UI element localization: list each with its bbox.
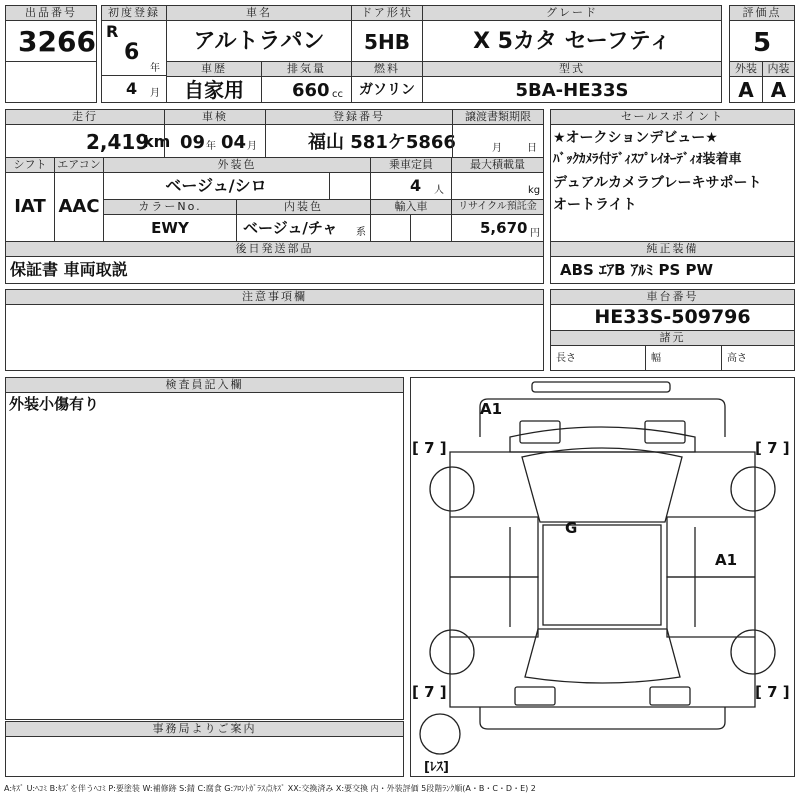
front-bumper <box>480 399 725 437</box>
recycle-unit: 円 <box>530 228 540 239</box>
chassis-header: 車台番号 <box>550 289 795 305</box>
displacement-header: 排気量 <box>261 61 352 77</box>
body-outline <box>450 452 755 707</box>
max-load-unit: kg <box>528 185 541 196</box>
door-type: 5HB <box>364 30 410 54</box>
rear-bumper <box>480 707 725 729</box>
displacement-unit: cc <box>332 89 343 100</box>
first-reg-year-unit: 年 <box>150 63 160 74</box>
displacement: 660 <box>292 80 330 101</box>
model-header: 型式 <box>422 61 722 77</box>
windshield <box>522 448 682 522</box>
grade: X 5カタ セーフティ <box>473 29 671 54</box>
first-reg-header: 初度登録 <box>101 5 167 21</box>
damage-mark-front: A1 <box>480 400 503 418</box>
model: 5BA-HE33S <box>515 80 629 101</box>
door-rear-right <box>667 577 755 637</box>
genuine-equip: ABS ｴｱB ｱﾙﾐ PS PW <box>560 261 714 279</box>
genuine-equip-header: 純正装備 <box>550 241 795 257</box>
shift: IAT <box>14 196 46 217</box>
inspection-year: 09 <box>180 132 206 153</box>
history: 自家用 <box>184 78 244 102</box>
recycle: 5,670 <box>480 219 528 237</box>
specs-length-label: 長さ <box>556 353 576 364</box>
transfer-doc-month-unit: 月 <box>492 143 502 154</box>
capacity-header: 乗車定員 <box>370 157 452 173</box>
tire-front-left: [ 7 ] <box>412 439 447 457</box>
ext-grade: A <box>738 78 754 102</box>
capacity: 4 <box>410 176 422 195</box>
score: 5 <box>752 28 772 58</box>
first-reg-month: 4 <box>126 79 138 98</box>
wheel-front-left <box>430 467 474 511</box>
fuel: ガソリン <box>359 82 415 98</box>
grade-header: グレード <box>422 5 722 21</box>
sales-point-line: オートライト <box>553 197 637 213</box>
reg-no-header: 登録番号 <box>265 109 453 125</box>
reg-no: 福山 581ケ5866 <box>308 132 456 153</box>
inspection-header: 車検 <box>164 109 266 125</box>
damage-mark-right: A1 <box>715 551 738 569</box>
chassis-number: HE33S-509796 <box>594 306 751 328</box>
later-parts: 保証書 車両取説 <box>10 260 128 279</box>
office-box <box>5 736 404 777</box>
later-parts-header: 後日発送部品 <box>5 241 544 257</box>
rear-glass <box>525 629 680 683</box>
color-no: EWY <box>151 219 189 237</box>
tire-rear-left: [ 7 ] <box>412 683 447 701</box>
sales-point-line: ★オークションデビュー★ <box>553 130 718 146</box>
mileage-unit: km <box>143 132 171 151</box>
car-name-header: 車名 <box>166 5 352 21</box>
int-grade: A <box>770 78 787 102</box>
door-front-right <box>667 517 755 577</box>
inspection-year-unit: 年 <box>206 141 216 152</box>
max-load-header: 最大積載量 <box>451 157 544 173</box>
mileage-header: 走行 <box>5 109 165 125</box>
ext-color: ベージュ/シロ <box>165 176 267 195</box>
fuel-header: 燃料 <box>351 61 423 77</box>
sales-point-line: ﾊﾞｯｸｶﾒﾗ付ﾃﾞｨｽﾌﾟﾚｲｵｰﾃﾞｨｵ装着車 <box>553 152 742 167</box>
sales-point-line: デュアルカメラブレーキサポート <box>553 175 762 191</box>
ac-header: エアコン <box>54 157 104 173</box>
car-name: アルトラパン <box>193 29 325 54</box>
roof <box>543 525 661 625</box>
inspection-month-unit: 月 <box>247 141 257 152</box>
int-color: ベージュ/チャ <box>243 219 338 237</box>
import-sub-box <box>370 214 411 242</box>
ac: AAC <box>58 196 100 217</box>
taillight-left <box>515 687 555 705</box>
first-reg-era: R <box>106 22 119 41</box>
capacity-unit: 人 <box>434 185 444 196</box>
color-no-header: カラーNo. <box>103 199 237 215</box>
wheel-front-right <box>731 467 775 511</box>
car-diagram <box>410 377 795 777</box>
office-header: 事務局よりご案内 <box>5 721 404 737</box>
transfer-doc-day-unit: 日 <box>527 143 537 154</box>
history-header: 車歴 <box>166 61 262 77</box>
taillight-right <box>650 687 690 705</box>
int-color-unit: 系 <box>356 227 366 238</box>
caution-header: 注意事項欄 <box>5 289 544 305</box>
inspector-note: 外装小傷有り <box>9 395 100 413</box>
spare-label: [ﾚｽ] <box>424 760 449 775</box>
first-reg-year: 6 <box>124 40 140 65</box>
inspection-month: 04 <box>221 132 247 153</box>
shift-header: シフト <box>5 157 55 173</box>
caution-box <box>5 304 544 371</box>
lot-number: 3266 <box>18 25 96 58</box>
score-header: 評価点 <box>729 5 795 21</box>
inspector-header: 検査員記入欄 <box>5 377 404 393</box>
ext-color-sub-box <box>329 172 371 200</box>
lot-header: 出品番号 <box>5 5 97 21</box>
mileage: 2,419 <box>86 130 150 154</box>
tire-rear-right: [ 7 ] <box>755 683 790 701</box>
sales-points-header: セールスポイント <box>550 109 795 125</box>
import-header: 輸入車 <box>370 199 452 215</box>
spare-tire <box>420 714 460 754</box>
specs-width-label: 幅 <box>651 353 661 364</box>
ext-color-header: 外装色 <box>103 157 371 173</box>
front-bumper-strip <box>532 382 670 392</box>
legend-note: A:ｷｽﾞ U:ﾍｺﾐ B:ｷｽﾞを伴うﾍｺﾐ P:要塗装 W:補修跡 S:錆 C:腐食 G:ﾌﾛﾝﾄｶﾞﾗｽ点ｷｽﾞ XX:交換済み X:要交換 内・外装評価 5段階ﾗﾝｸ順(A・B・C・D・E) 2 <box>4 784 536 793</box>
transfer-doc-header: 譲渡書類期限 <box>452 109 544 125</box>
int-grade-header: 内装 <box>762 61 795 77</box>
int-color-header: 内装色 <box>236 199 371 215</box>
damage-mark-windshield: G <box>565 519 578 537</box>
lot-box-lower <box>5 61 97 103</box>
door-rear-left <box>450 577 538 637</box>
first-reg-month-unit: 月 <box>150 88 160 99</box>
specs-header: 諸元 <box>550 330 795 346</box>
ext-grade-header: 外装 <box>729 61 763 77</box>
tire-front-right: [ 7 ] <box>755 439 790 457</box>
specs-height-label: 高さ <box>727 353 747 364</box>
recycle-header: リサイクル預託金 <box>451 199 544 215</box>
door-front-left <box>450 517 538 577</box>
inspector-box <box>5 392 404 720</box>
door-header: ドア形状 <box>351 5 423 21</box>
